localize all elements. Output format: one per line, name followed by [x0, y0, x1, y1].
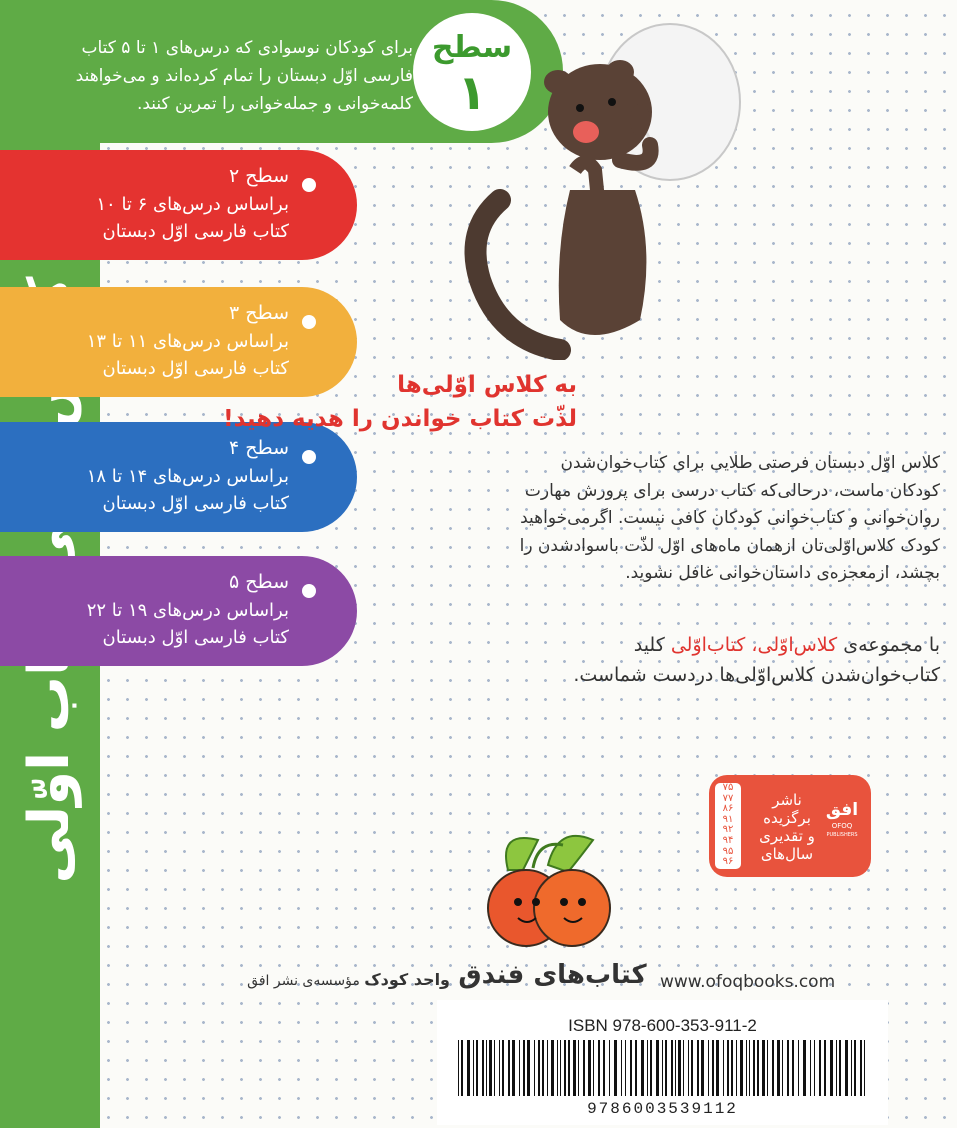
tagline — [97, 368, 577, 436]
brand-name: کتاب‌های فندق — [458, 960, 647, 990]
closing-line-2: کتاب‌خوان‌شدن کلاس‌اوّلی‌ها دردست شماست. — [573, 664, 940, 686]
award-year: ۹۵ — [722, 845, 734, 857]
level-1-line-1: برای کودکان نوسوادی که درس‌های ۱ تا ۵ کتاب — [81, 38, 413, 58]
website-url[interactable]: www.ofoqbooks.com — [660, 972, 836, 992]
level-1-line-2: فارسی اوّل دبستان را تمام کرده‌اند و می‌خواهند — [75, 66, 413, 86]
closing-line-1 — [400, 630, 940, 660]
ofoq-logo — [823, 799, 861, 851]
bullet-icon — [302, 178, 316, 192]
logo-fa: افق — [825, 800, 859, 820]
award-line: سال‌های — [760, 845, 814, 863]
level-2-tab — [0, 150, 357, 260]
barcode-bars — [452, 1040, 872, 1096]
level-4-tab — [0, 422, 357, 532]
closing-pre: با مجموعه‌ی — [843, 634, 940, 656]
award-year: ۹۴ — [722, 834, 734, 846]
series-name-highlight: کلاس‌اوّلی، کتاب‌اوّلی — [670, 634, 838, 656]
tagline-line-1: به کلاس اوّلی‌ها — [397, 372, 577, 398]
description-paragraph — [400, 450, 940, 588]
level-2-title: سطح ۲ — [228, 165, 289, 187]
award-year: ۹۱ — [722, 813, 734, 825]
award-line: و تقدیری — [759, 827, 815, 845]
level-1-number: ۱ — [457, 65, 487, 121]
level-2-book: کتاب فارسی اوّل دبستان — [102, 221, 289, 242]
imprint — [230, 970, 450, 989]
level-1-word: سطح — [431, 30, 513, 65]
level-5-lessons: براساس درس‌های ۱۹ تا ۲۲ — [86, 600, 289, 621]
award-years — [715, 783, 741, 869]
barcode-number: 9786003539112 — [587, 1100, 738, 1118]
publisher-award-badge — [709, 775, 871, 877]
award-line: برگزیده — [763, 809, 811, 827]
award-year: ۷۷ — [722, 792, 734, 804]
bullet-icon — [302, 584, 316, 598]
description-line: کودکان ماست، درحالی‌که کتاب درسی برای پرورش مهارت — [524, 480, 940, 501]
logo-en: OFOQ — [831, 822, 853, 830]
level-5-book: کتاب فارسی اوّل دبستان — [102, 627, 289, 648]
tagline-line-2: لذّت کتاب خواندن را هدیه دهید! — [223, 406, 577, 432]
logo-sub: PUBLISHERS — [826, 832, 858, 838]
level-2-lessons: براساس درس‌های ۶ تا ۱۰ — [96, 194, 289, 215]
award-year: ۹۶ — [722, 856, 734, 868]
level-3-lessons: براساس درس‌های ۱۱ تا ۱۳ — [86, 331, 289, 352]
description-line: کلاس اوّل دبستان فرصتی طلایی برای کتاب‌خوان‌شدن — [560, 453, 940, 473]
bullet-icon — [302, 450, 316, 464]
level-3-title: سطح ۳ — [228, 302, 289, 324]
award-year: ۷۵ — [722, 782, 734, 793]
level-5-title: سطح ۵ — [228, 571, 289, 593]
description-line: کودک کلاس‌اوّلی‌تان ازهمان ماه‌های اوّل لذّت باسوادشدن را — [519, 535, 940, 556]
barcode-panel — [437, 1000, 888, 1125]
award-year: ۸۶ — [722, 803, 734, 815]
closing-paragraph — [400, 630, 940, 690]
bear-balloon-illustration — [440, 20, 760, 360]
description-line: روان‌خوانی و کتاب‌خوانی کودکان کافی نیست. اگرمی‌خواهید — [520, 508, 940, 528]
award-line: ناشر — [772, 791, 802, 809]
level-5-tab — [0, 556, 357, 666]
level-1-line-3: کلمه‌خوانی و جمله‌خوانی را تمرین کنند. — [136, 94, 413, 114]
closing-post: کلید — [633, 634, 665, 656]
level-4-title: سطح ۴ — [228, 437, 289, 459]
hazelnut-brand-logo — [468, 820, 628, 950]
level-3-book: کتاب فارسی اوّل دبستان — [102, 358, 289, 379]
award-year: ۹۲ — [722, 824, 734, 836]
level-4-book: کتاب فارسی اوّل دبستان — [102, 493, 289, 514]
bullet-icon — [302, 315, 316, 329]
level-4-lessons: براساس درس‌های ۱۴ تا ۱۸ — [86, 466, 289, 487]
award-text — [749, 791, 825, 863]
description-line: بچشد، ازمعجزه‌ی داستان‌خوانی غافل نشوید. — [625, 563, 940, 583]
isbn: ISBN 978-600-353-911-2 — [568, 1016, 757, 1035]
imprint-unit: واحد کودک — [364, 970, 450, 989]
imprint-org: مؤسسه‌ی نشر افق — [247, 973, 360, 989]
